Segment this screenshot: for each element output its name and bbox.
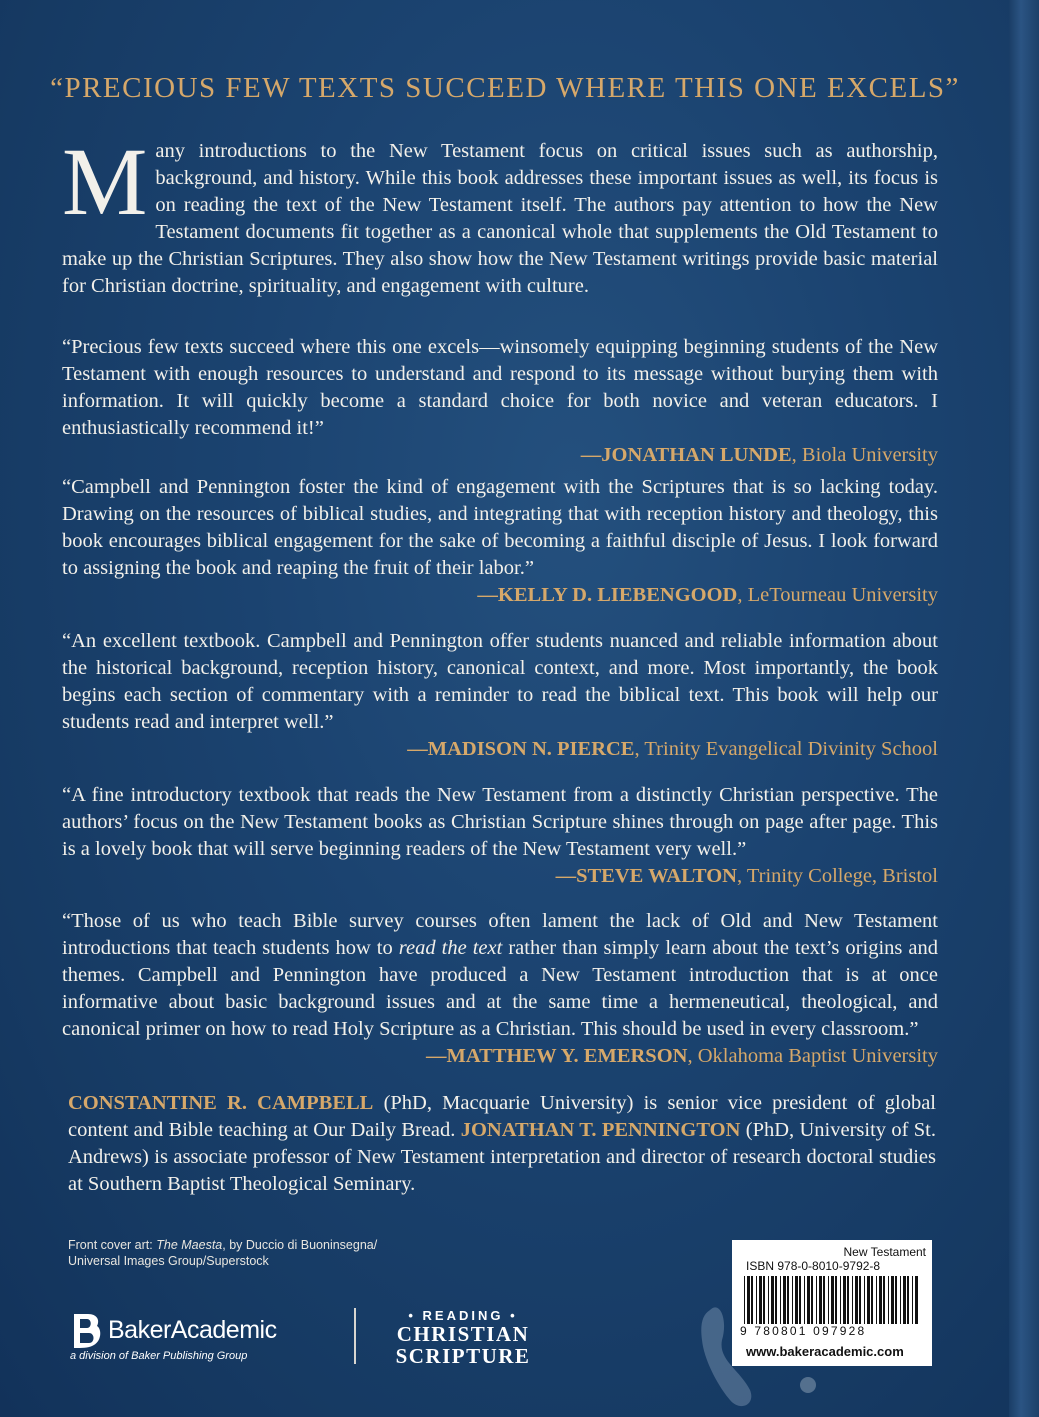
endorsement-attribution — [62, 582, 938, 609]
endorsement — [62, 474, 938, 609]
barcode-bar — [811, 1276, 813, 1324]
barcode-bar — [883, 1276, 885, 1324]
credit-artist: , by Duccio di Buoninsegna/ — [222, 1238, 378, 1252]
barcode-bar — [795, 1276, 798, 1324]
author-bio-text: (PhD, Macquarie University) is senior vice president of global content and Bible teaching at Our Daily Bread. — [68, 1092, 936, 1141]
barcode-bar — [835, 1276, 837, 1324]
isbn-text: ISBN 978-0-8010-9792-8 — [746, 1259, 881, 1273]
barcode-bar — [891, 1276, 894, 1324]
baker-b-logo-icon — [70, 1312, 104, 1350]
endorser-institution: , LeTourneau University — [737, 584, 938, 606]
barcode-bar — [759, 1276, 762, 1324]
endorsement-attribution — [62, 442, 938, 469]
endorsement-text-part: rather than simply learn about the text’s origins and themes. Campbell and Pennington have produced a New Testament introduction that is at once informative about basic background issues and at the same time a hermeneutical, theological, and canonical primer on how to read Holy Scripture as a Christian. This should be used in every classroom.” — [62, 937, 938, 1040]
endorsement-text: “Precious few texts succeed where this one excels—winsomely equipping beginning students of the New Testament with enough resources to understand and respond to its message without burying them with information. It will quickly become a standard choice for both novice and veteran educators. I enthusiastically recommend it!” — [62, 336, 938, 439]
barcode-bar — [871, 1276, 873, 1324]
barcode-bar — [823, 1276, 825, 1324]
barcode-bar — [879, 1276, 882, 1324]
barcode-icon — [744, 1276, 920, 1324]
credit-art-title: The Maesta — [156, 1238, 223, 1252]
barcode-bar — [828, 1276, 829, 1324]
endorsement-text: “Campbell and Pennington foster the kind of engagement with the Scriptures that is so lacking today. Drawing on the resources of biblical studies, and integrating that with reception history and theology, this book encourages biblical engagement for the sake of becoming a faithful disciple of Jesus. I look forward to assigning the book and reaping the fruit of their labor.” — [62, 476, 938, 579]
barcode-digits: 9 780801 097928 — [740, 1324, 867, 1338]
barcode-bar — [751, 1276, 753, 1324]
headline: “PRECIOUS FEW TEXTS SUCCEED WHERE THIS ONE EXCELS” — [50, 72, 960, 104]
barcode-bar — [831, 1276, 834, 1324]
endorsement — [62, 908, 938, 1070]
barcode-bar — [855, 1276, 858, 1324]
barcode-bar — [783, 1276, 786, 1324]
endorser-name: —KELLY D. LIEBENGOOD — [477, 584, 738, 606]
publisher-subtitle: a division of Baker Publishing Group — [70, 1350, 248, 1362]
barcode-bar — [747, 1276, 750, 1324]
credit-prefix: Front cover art: — [68, 1238, 157, 1252]
barcode-bar — [864, 1276, 865, 1324]
barcode-bar — [840, 1276, 841, 1324]
endorser-institution: , Trinity Evangelical Divinity School — [634, 738, 938, 760]
barcode-bar — [816, 1276, 817, 1324]
endorser-institution: , Trinity College, Bristol — [736, 865, 938, 887]
endorsement-text-part: “Those of us who teach Bible survey courses often lament the lack of Old and New Testament introductions that teach students how to — [62, 910, 938, 959]
series-bottom-line: SCRIPTURE — [395, 1344, 531, 1368]
barcode-bar — [787, 1276, 789, 1324]
barcode-bar — [792, 1276, 793, 1324]
logo-divider — [354, 1308, 356, 1364]
barcode-bar — [847, 1276, 849, 1324]
drop-cap: M — [62, 128, 148, 235]
barcode-bar — [888, 1276, 889, 1324]
barcode-bar — [807, 1276, 810, 1324]
barcode-bar — [852, 1276, 853, 1324]
barcode-bar — [771, 1276, 774, 1324]
series-logo — [382, 1308, 544, 1367]
barcode-bar — [900, 1276, 901, 1324]
endorser-name: —MADISON N. PIERCE — [407, 738, 635, 760]
barcode-label — [732, 1240, 932, 1366]
barcode-bar — [756, 1276, 757, 1324]
barcode-bar — [768, 1276, 769, 1324]
description-text: any introductions to the New Testament focus on critical issues such as authorship, background, and history. While this book addresses these important issues as well, its focus is on reading the text of the New Testament itself. The authors pay attention to how the New Testament documents fit together as a canonical whole that supplements the Old Testament to make up the Christian Scriptures. They also show how the New Testament writings provide basic material for Christian doctrine, spirituality, and engagement with culture. — [62, 140, 938, 297]
barcode-bar — [867, 1276, 870, 1324]
barcode-bar — [859, 1276, 861, 1324]
endorsement-text: “An excellent textbook. Campbell and Pennington offer students nuanced and reliable information about the historical background, reception history, canonical context, and more. Most importantly, the book begins each section of commentary with a reminder to read the biblical text. This book will help our students read and interpret well.” — [62, 630, 938, 733]
barcode-category: New Testament — [843, 1245, 926, 1259]
endorser-name: —STEVE WALTON — [555, 865, 737, 887]
endorser-institution: , Oklahoma Baptist University — [687, 1045, 938, 1067]
endorsement — [62, 628, 938, 763]
barcode-bar — [799, 1276, 801, 1324]
cover-art-credit — [68, 1237, 428, 1269]
endorser-name: —MATTHEW Y. EMERSON — [426, 1045, 688, 1067]
endorsement — [62, 782, 938, 890]
endorser-institution: , Biola University — [791, 444, 938, 466]
description-paragraph — [62, 128, 938, 300]
endorser-name: —JONATHAN LUNDE — [580, 444, 792, 466]
barcode-bar — [912, 1276, 913, 1324]
publisher-url: www.bakeracademic.com — [746, 1344, 904, 1359]
barcode-bar — [903, 1276, 906, 1324]
spine-edge — [1009, 0, 1039, 1417]
barcode-bar — [819, 1276, 822, 1324]
barcode-bar — [744, 1276, 745, 1324]
author-bio — [68, 1090, 936, 1198]
endorsement-attribution — [62, 736, 938, 763]
endorsement — [62, 334, 938, 469]
barcode-bar — [907, 1276, 909, 1324]
endorsement-attribution — [62, 1043, 938, 1070]
barcode-bar — [775, 1276, 777, 1324]
barcode-bar — [763, 1276, 765, 1324]
publisher-name: BakerAcademic — [108, 1316, 277, 1344]
endorsement-text-italic: read the text — [398, 937, 503, 959]
publisher-logo — [70, 1310, 340, 1370]
endorsement-text — [62, 908, 938, 1043]
series-middle-line: CHRISTIAN — [396, 1322, 530, 1346]
endorsement-text: “A fine introductory textbook that reads the New Testament from a distinctly Christian perspective. The authors’ focus on the New Testament books as Christian Scripture shines through on page after page. This is a lovely book that will serve beginning readers of the New Testament very well.” — [62, 784, 938, 860]
barcode-bar — [843, 1276, 846, 1324]
credit-source: Universal Images Group/Superstock — [68, 1254, 269, 1268]
author-name: JONATHAN T. PENNINGTON — [460, 1119, 741, 1141]
barcode-bar — [804, 1276, 805, 1324]
endorsement-attribution — [62, 863, 938, 890]
barcode-bar — [895, 1276, 897, 1324]
series-top-line: • READING • — [408, 1308, 518, 1323]
author-name: CONSTANTINE R. CAMPBELL — [68, 1092, 374, 1114]
barcode-bar — [780, 1276, 781, 1324]
author-bio-text: (PhD, University of St. Andrews) is associate professor of New Testament interpretation and director of research doctoral studies at Southern Baptist Theological Seminary. — [68, 1119, 936, 1195]
barcode-bar — [876, 1276, 877, 1324]
barcode-bar — [915, 1276, 918, 1324]
